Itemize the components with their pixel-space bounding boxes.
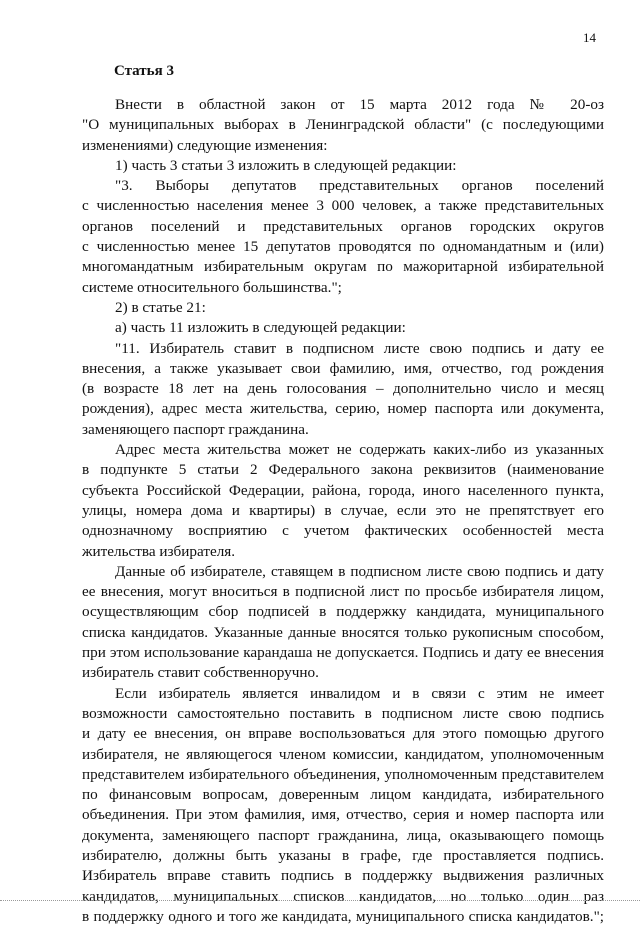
text-line: возможности самостоятельно поставить в подписном листе свою подпись [82, 704, 604, 722]
text-line: в подпункте 5 статьи 2 Федерального закона реквизитов (наименование [82, 461, 604, 479]
text-line: представителем избирательного объединения, уполномоченным представителем [82, 766, 604, 783]
text-line: "О муниципальных выборах в Ленинградской области" (с последующими [82, 116, 604, 134]
text-line: "11. Избиратель ставит в подписном листе свою подпись и дату ее [115, 339, 604, 357]
text-line: 2) в статье 21: [115, 298, 206, 316]
text-line: рождения), адрес места жительства, серию, номер паспорта или документа, [82, 400, 604, 418]
page-number: 14 [583, 30, 596, 45]
text-line: "3. Выборы депутатов представительных органов поселений [115, 177, 604, 195]
text-line: жительства избирателя. [82, 542, 236, 560]
text-line: в поддержку одного и того же кандидата, муниципального списка кандидатов."; [82, 907, 604, 925]
text-line: по финансовым вопросам, доверенным лицом кандидата, избирательного [82, 786, 604, 804]
text-line: объединения. При этом фамилия, имя, отчество, серия и номер паспорта или [82, 806, 604, 824]
text-line: органов поселений и представительных органов городских округов [82, 217, 604, 235]
text-line: многомандатным избирательным округам по мажоритарной избирательной [82, 258, 604, 276]
text-line: Избиратель вправе ставить подпись в поддержку выдвижения различных [82, 867, 604, 885]
text-line: Данные об избирателе, ставящем в подписном листе свою подпись и дату [115, 562, 604, 580]
text-line: документа, заменяющего паспорт гражданина, лица, оказывающего помощь [82, 826, 604, 844]
text-line: списка кандидатов. Указанные данные вносятся только рукописным способом, [82, 623, 604, 641]
text-line: с численностью населения менее 3 000 человек, а также представительных [82, 197, 604, 215]
text-line: однозначному восприятию с учетом фактических особенностей места [82, 522, 604, 540]
text-line: при этом использование карандаша не допускается. Подпись и дату ее внесения [82, 644, 604, 662]
text-line: Адрес места жительства может не содержать каких-либо из указанных [115, 441, 604, 459]
bottom-scan-edge [0, 900, 640, 902]
text-line: с численностью менее 15 депутатов проводятся по одномандатным и (или) [82, 238, 604, 256]
text-line: избиратель ставит собственноручно. [82, 664, 319, 682]
text-line: системе относительного большинства."; [82, 278, 342, 296]
text-line: 1) часть 3 статьи 3 изложить в следующей редакции: [115, 156, 457, 174]
text-line: а) часть 11 изложить в следующей редакции: [115, 319, 406, 337]
text-line: ее внесения, могут вноситься в подписной лист по просьбе избирателя лицом, [82, 583, 604, 601]
text-line: внесения, а также указывает свои фамилию, имя, отчество, год рождения [82, 359, 604, 377]
text-line: Если избиратель является инвалидом и в связи с этим не имеет [115, 684, 604, 702]
text-line: и дату ее внесения, он вправе воспользоваться для этого помощью другого [82, 725, 604, 743]
text-line: избирателя, не являющегося членом комиссии, кандидатом, уполномоченным [82, 745, 604, 763]
text-line: избирателю, должны быть указаны в графе, где проставляется подпись. [82, 846, 604, 864]
text-line: субъекта Российской Федерации, района, города, иного населенного пункта, [82, 481, 604, 499]
text-line: Внести в областной закон от 15 марта 2012 года № 20-оз [115, 96, 604, 113]
text-line: осуществляющим сбор подписей в поддержку кандидата, муниципального [82, 603, 604, 621]
text-line: кандидатов, муниципальных списков кандидатов, но только один раз [82, 887, 604, 905]
text-line: заменяющего паспорт гражданина. [82, 420, 309, 438]
text-line: изменениями) следующие изменения: [82, 136, 328, 154]
text-line: (в возрасте 18 лет на день голосования – дополнительно число и месяц [82, 380, 604, 398]
document-body [82, 95, 604, 927]
article-title: Статья 3 [114, 63, 174, 79]
text-line: улицы, номера дома и квартиры) в случае, если это не препятствует его [82, 501, 604, 519]
